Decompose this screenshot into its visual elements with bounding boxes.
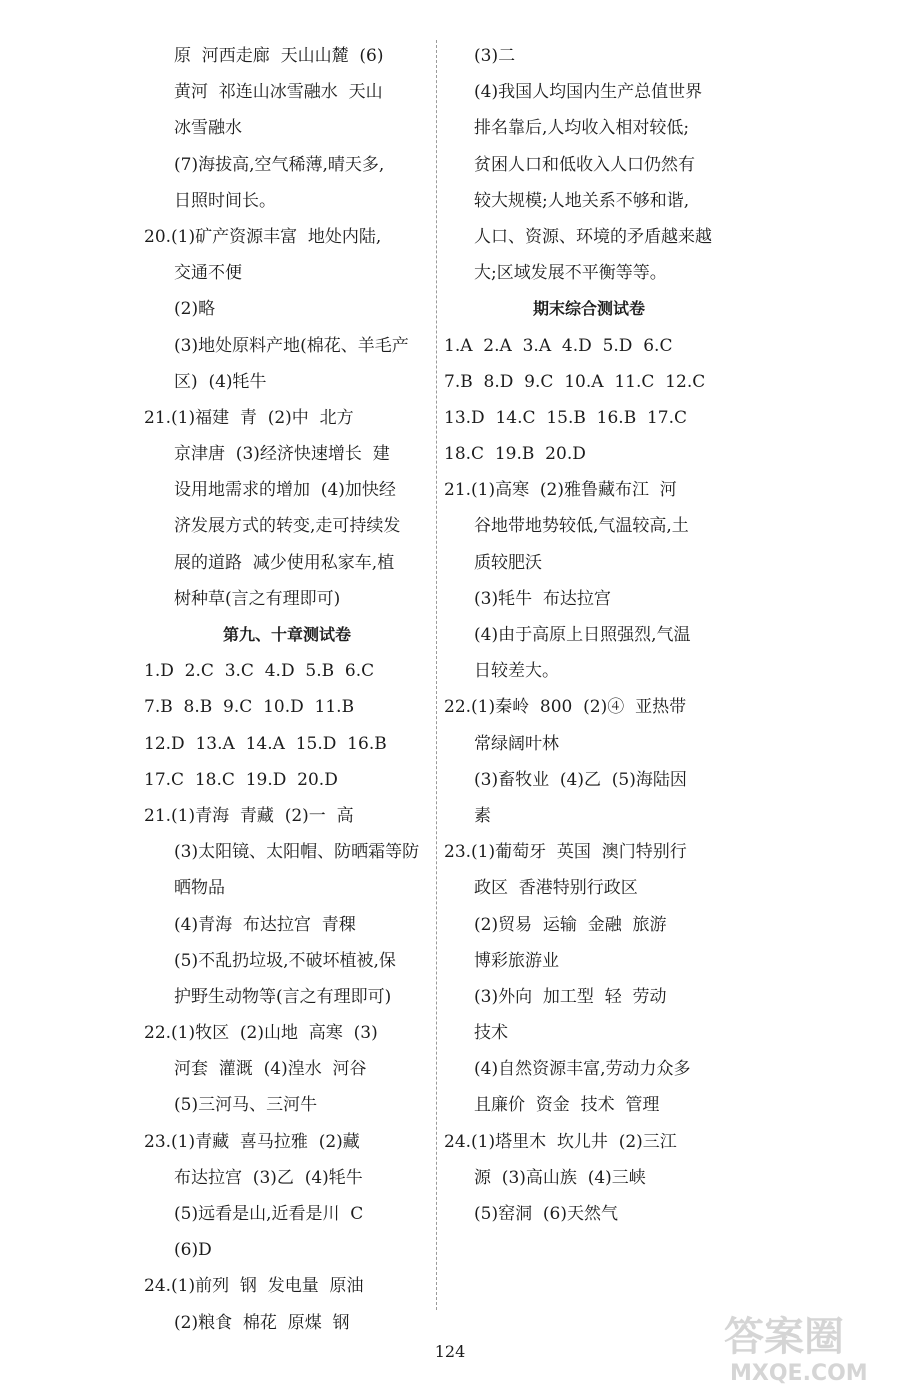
answer-line: 源 (3)高山族 (4)三峡 [474, 1167, 646, 1188]
answer-line: 排名靠后,人均收入相对较低; [474, 118, 690, 139]
answer-line: 布达拉宫 (3)乙 (4)牦牛 [174, 1167, 363, 1188]
answer-line: 24.(1)塔里木 坎儿井 (2)三江 [444, 1131, 677, 1152]
answer-line: 1.A 2.A 3.A 4.D 5.D 6.C [444, 335, 673, 356]
answer-line: 较大规模;人地关系不够和谐, [474, 190, 690, 211]
answer-line: (4)由于高原上日照强烈,气温 [474, 625, 691, 645]
answer-line: (2)粮食 棉花 原煤 钢 [174, 1312, 350, 1333]
answer-line: 22.(1)秦岭 800 (2)④ 亚热带 [444, 697, 687, 718]
answer-line: 23.(1)青藏 喜马拉雅 (2)藏 [144, 1131, 360, 1152]
answer-line: 展的道路 减少使用私家车,植 [174, 552, 395, 573]
answer-line: 22.(1)牧区 (2)山地 高寒 (3) [144, 1023, 378, 1044]
answer-line: 设用地需求的增加 (4)加快经 [174, 480, 396, 501]
answer-line: 冰雪融水 [174, 118, 242, 139]
answer-line: 24.(1)前列 钢 发电量 原油 [144, 1276, 364, 1297]
answer-line: 人口、资源、环境的矛盾越来越 [474, 226, 712, 247]
answer-line: 17.C 18.C 19.D 20.D [144, 769, 338, 790]
answer-line: 且廉价 资金 技术 管理 [474, 1095, 660, 1116]
page-number: 124 [434, 1342, 466, 1361]
answer-line: (4)青海 布达拉宫 青稞 [174, 914, 356, 935]
answer-line: 7.B 8.B 9.C 10.D 11.B [144, 697, 355, 718]
answer-line: (3)太阳镜、太阳帽、防晒霜等防 [174, 842, 420, 863]
answer-line: 21.(1)青海 青藏 (2)一 高 [144, 805, 354, 826]
answer-line: 20.(1)矿产资源丰富 地处内陆, [144, 226, 382, 247]
answer-line: (3)外向 加工型 轻 劳动 [474, 986, 667, 1007]
answer-line: (2)贸易 运输 金融 旅游 [474, 914, 667, 935]
answer-line: 护野生动物等(言之有理即可) [174, 986, 392, 1007]
answer-line: 京津唐 (3)经济快速增长 建 [174, 444, 390, 465]
answer-line: (2)略 [174, 299, 216, 320]
answer-line: 日较差大。 [474, 661, 559, 682]
answer-line: 12.D 13.A 14.A 15.D 16.B [144, 733, 387, 754]
answer-line: (5)远看是山,近看是川 C [174, 1204, 364, 1224]
watermark-text: 答案圈 [724, 1314, 844, 1360]
answer-line: 贫困人口和低收入人口仍然有 [474, 154, 695, 175]
answer-line: 技术 [474, 1023, 508, 1044]
answer-line: 质较肥沃 [474, 552, 542, 573]
answer-line: 政区 香港特别行政区 [474, 878, 638, 899]
answer-line: (5)三河马、三河牛 [174, 1095, 318, 1116]
answer-line: 素 [474, 805, 491, 826]
answer-line: 博彩旅游业 [474, 950, 559, 971]
right-column [444, 38, 734, 1232]
answer-line: 21.(1)福建 青 (2)中 北方 [144, 407, 354, 428]
answer-line: 谷地带地势较低,气温较高,土 [474, 516, 689, 537]
answer-line: 大;区域发展不平衡等等。 [474, 263, 667, 284]
column-divider [436, 40, 437, 1310]
answer-line: (5)窑洞 (6)天然气 [474, 1204, 618, 1224]
watermark-logo [720, 1306, 890, 1386]
answer-line: (7)海拔高,空气稀薄,晴天多, [174, 154, 385, 175]
watermark-url: MXQE.COM [730, 1361, 868, 1386]
answer-line: 晒物品 [174, 878, 225, 899]
answer-line: 13.D 14.C 15.B 16.B 17.C [444, 407, 688, 428]
answer-line: (3)地处原料产地(棉花、羊毛产 [174, 335, 409, 356]
answer-line: 18.C 19.B 20.D [444, 444, 586, 465]
answer-line: (4)自然资源丰富,劳动力众多 [474, 1059, 691, 1080]
answer-line: (3)牦牛 布达拉宫 [474, 588, 611, 609]
left-column [144, 38, 430, 1341]
answer-line: 1.D 2.C 3.C 4.D 5.B 6.C [144, 661, 375, 682]
answer-line: 交通不便 [174, 263, 242, 284]
answer-line: 济发展方式的转变,走可持续发 [174, 516, 401, 537]
answer-line: 树种草(言之有理即可) [174, 588, 341, 609]
answer-line: (3)二 [474, 46, 516, 66]
answer-line: 原 河西走廊 天山山麓 (6) [174, 46, 384, 66]
answer-line: 河套 灌溉 (4)湟水 河谷 [174, 1059, 367, 1080]
answer-line: (4)我国人均国内生产总值世界 [474, 82, 703, 103]
answer-line: 7.B 8.D 9.C 10.A 11.C 12.C [444, 371, 706, 392]
answer-line: (3)畜牧业 (4)乙 (5)海陆因 [474, 769, 687, 790]
section-title: 第九、十章测试卷 [222, 625, 351, 644]
answer-line: 黄河 祁连山冰雪融水 天山 [174, 82, 383, 103]
answer-line: 23.(1)葡萄牙 英国 澳门特别行 [444, 842, 687, 863]
answer-line: 日照时间长。 [174, 190, 276, 211]
answer-line: 区) (4)牦牛 [174, 371, 267, 392]
answer-line: (5)不乱扔垃圾,不破坏植被,保 [174, 950, 396, 971]
answer-line: (6)D [174, 1240, 212, 1261]
answer-line: 常绿阔叶林 [474, 733, 559, 754]
section-title: 期末综合测试卷 [532, 299, 645, 319]
answer-line: 21.(1)高寒 (2)雅鲁藏布江 河 [444, 480, 677, 501]
